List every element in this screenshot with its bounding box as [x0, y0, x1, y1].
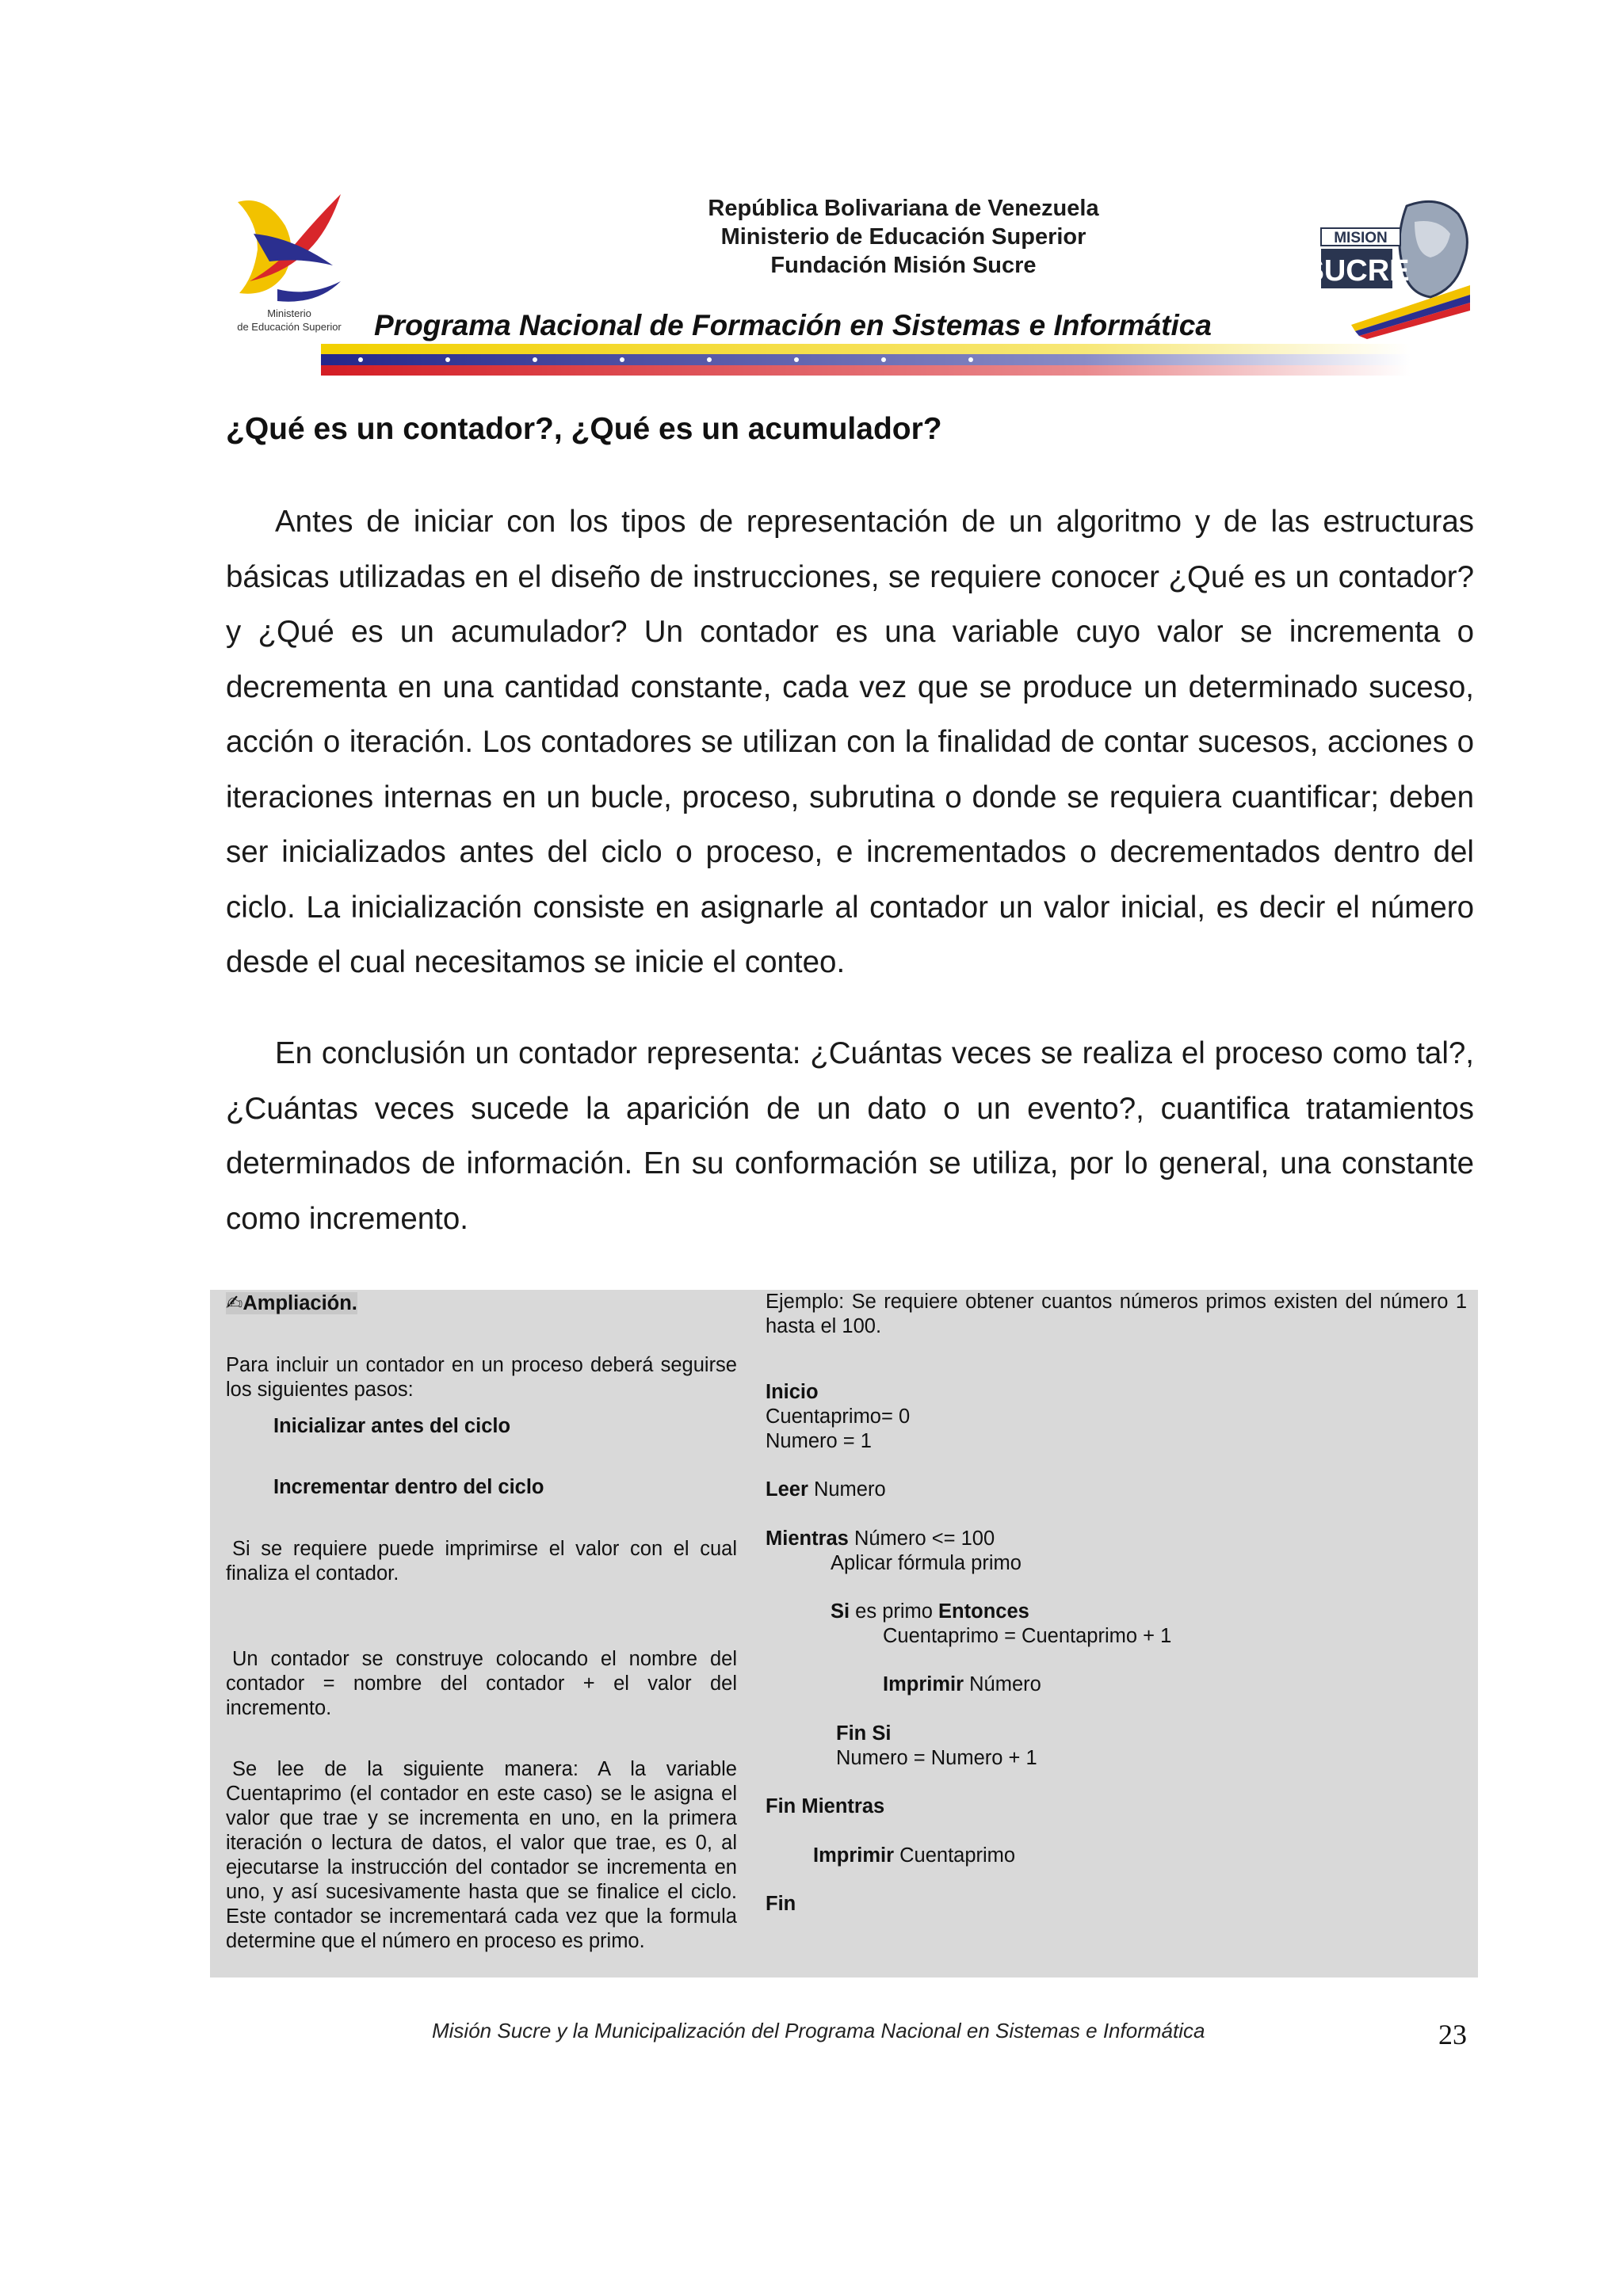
imprimir-final-arg: Cuentaprimo	[894, 1844, 1016, 1867]
pseudo-init-numero: Numero = 1	[766, 1430, 872, 1452]
si-cond: es primo	[850, 1600, 939, 1623]
pseudo-mientras	[766, 1527, 995, 1551]
note-construction: Un contador se construye colocando el nombre del contador = nombre del contador + el valor del incremento.	[226, 1648, 737, 1719]
header-line-3: Fundación Misión Sucre	[770, 253, 1037, 278]
paragraph-2	[226, 1026, 1474, 1246]
logo-caption-2: de Educación Superior	[237, 321, 342, 333]
pseudo-fin: Fin	[766, 1893, 796, 1915]
pseudo-aplicar: Aplicar fórmula primo	[831, 1552, 1022, 1574]
leer-arg: Numero	[808, 1478, 886, 1501]
ampliacion-title: Ampliación.	[242, 1292, 357, 1314]
ampliacion-heading	[226, 1291, 357, 1316]
ampliacion-intro: Para incluir un contador en un proceso deberá seguirse los siguientes pasos:	[226, 1354, 737, 1401]
header-line-2: Ministerio de Educación Superior	[720, 224, 1086, 250]
section-title: ¿Qué es un contador?, ¿Qué es un acumulador?	[226, 412, 942, 446]
logo-text-mision: MISION	[1334, 230, 1388, 246]
footer-text: Misión Sucre y la Municipalización del Programa Nacional en Sistemas e Informática	[432, 2019, 1205, 2042]
kw-si: Si	[831, 1600, 850, 1623]
kw-imprimir: Imprimir	[883, 1673, 964, 1695]
logo-caption-1: Ministerio	[267, 307, 311, 319]
pseudo-fin-mientras: Fin Mientras	[766, 1795, 885, 1817]
program-title: Programa Nacional de Formación en Sistemas e Informática	[374, 309, 1212, 341]
flag-strip	[321, 344, 1411, 376]
ministry-logo	[222, 186, 357, 337]
pseudo-init-cuentaprimo: Cuentaprimo= 0	[766, 1405, 911, 1428]
pseudo-imprimir-final	[813, 1844, 1015, 1868]
kw-imprimir-final: Imprimir	[813, 1844, 895, 1867]
mision-sucre-logo	[1304, 190, 1478, 333]
ampliacion-box	[210, 1290, 1478, 1978]
pseudo-numero-incr: Numero = Numero + 1	[836, 1747, 1037, 1769]
pseudo-si	[831, 1600, 1029, 1624]
mientras-cond: Número <= 100	[848, 1527, 995, 1550]
paragraph-1-text: Antes de iniciar con los tipos de representación de un algoritmo y de las estructuras básicas utilizadas en el diseño de instrucciones, se requiere conocer ¿Qué es un contador? y ¿Qué es un acumulador? Un contador es una variable cuyo valor se incrementa o decrementa en una cantidad constante, cada vez que se produce un determinado suceso, acción o iteración. Los contadores se utilizan con la finalidad de contar sucesos, acciones o iteraciones internas en un bucle, proceso, subrutina o donde se requiera cuantificar; deben ser inicializados antes del ciclo o proceso, e incrementados o decrementados dentro del ciclo. La inicialización consiste en asignarle al contador un valor inicial, es decir el número desde el cual necesitamos se inicie el conteo.	[226, 505, 1474, 979]
paragraph-1	[226, 494, 1474, 990]
pencil-icon: ✍	[226, 1292, 243, 1314]
step-increment: Incrementar dentro del ciclo	[273, 1476, 544, 1498]
example-intro: Ejemplo: Se requiere obtener cuantos números primos existen del número 1 hasta el 100.	[766, 1291, 1467, 1337]
kw-mientras: Mientras	[766, 1527, 849, 1550]
page-number: 23	[1438, 2019, 1467, 2050]
note-print: Si se requiere puede imprimirse el valor con el cual finaliza el contador.	[226, 1538, 737, 1585]
paragraph-2-text: En conclusión un contador representa: ¿Cuántas veces se realiza el proceso como tal?, ¿Cuántas veces sucede la aparición de un dato o un evento?, cuantifica tratamientos determinados de información. En su conformación se utiliza, por lo general, una constante como incremento.	[226, 1036, 1474, 1236]
header-line-1: República Bolivariana de Venezuela	[708, 196, 1099, 221]
note-reading: Se lee de la siguiente manera: A la variable Cuentaprimo (el contador en este caso) se le asigna el valor que trae y se incrementa en uno, en la primera iteración o lectura de datos, el valor que trae, es 0, al ejecutarse la instrucción del contador se incrementa en uno, y así sucesivamente hasta que se finalice el ciclo. Este contador se incrementará cada vez que la formula determine que el número en proceso es primo.	[226, 1758, 737, 1952]
step-initialize: Inicializar antes del ciclo	[273, 1415, 511, 1437]
pseudo-imprimir	[883, 1672, 1041, 1697]
imprimir-arg: Número	[964, 1673, 1041, 1695]
pseudo-incremento: Cuentaprimo = Cuentaprimo + 1	[883, 1625, 1172, 1647]
pseudo-leer	[766, 1478, 886, 1502]
pseudo-fin-si: Fin Si	[836, 1722, 892, 1745]
kw-entonces: Entonces	[938, 1600, 1029, 1623]
pseudo-inicio: Inicio	[766, 1381, 819, 1403]
logo-text-sucre: SUCRE	[1304, 254, 1410, 288]
kw-leer: Leer	[766, 1478, 808, 1501]
